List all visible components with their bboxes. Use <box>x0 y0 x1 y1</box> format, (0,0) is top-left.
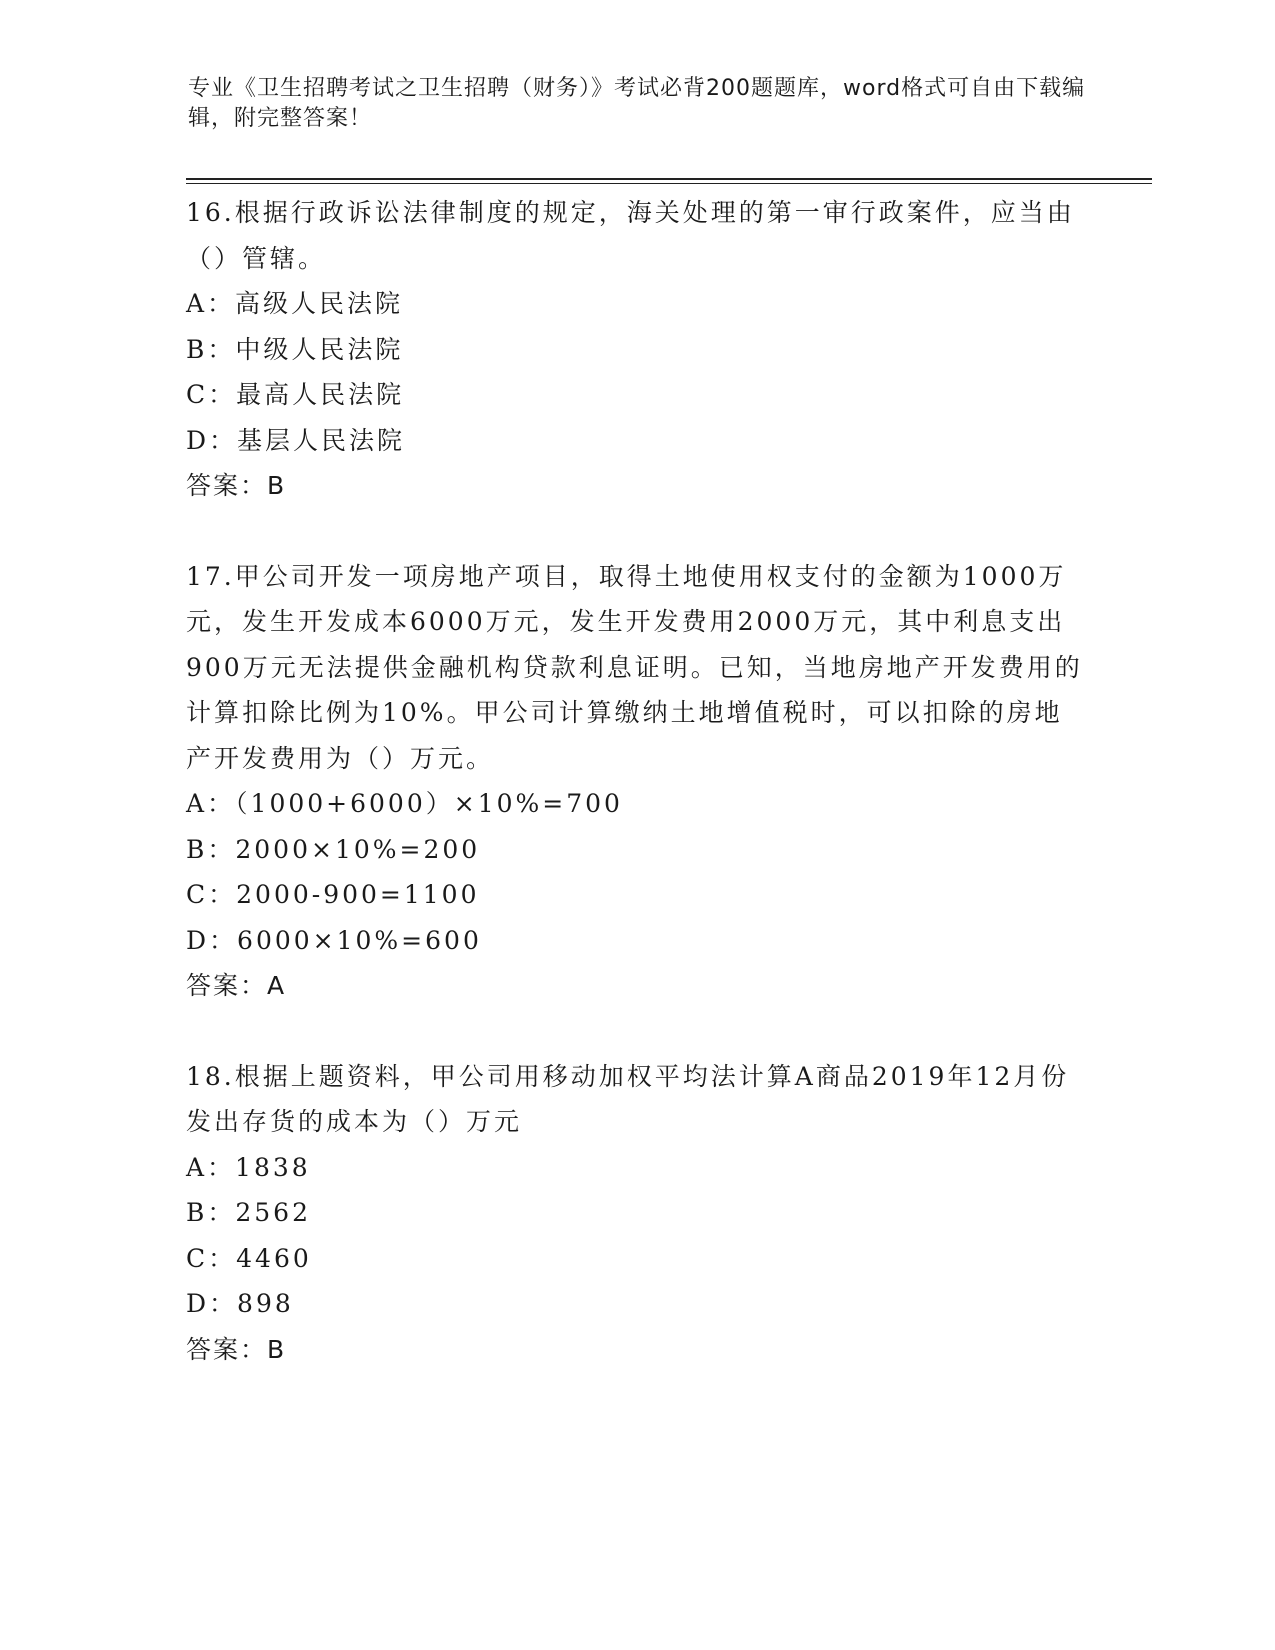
spacer <box>186 1009 1086 1054</box>
header-divider-thick <box>186 178 1152 180</box>
option-c: C：最高人民法院 <box>186 380 405 409</box>
option-a: A：1838 <box>186 1152 311 1182</box>
question-stem: 16.根据行政诉讼法律制度的规定，海关处理的第一审行政案件，应当由（）管辖。 <box>186 198 1075 273</box>
option-b: B：中级人民法院 <box>186 334 404 364</box>
answer: 答案：A <box>186 971 287 1000</box>
option-a: A：高级人民法院 <box>186 289 404 318</box>
option-d: D：基层人民法院 <box>186 425 406 455</box>
option-d: D：6000×10%=600 <box>186 925 482 955</box>
option-b: B：2000×10%=200 <box>186 834 481 864</box>
question-16 <box>186 190 1086 509</box>
answer: 答案：B <box>186 1334 287 1364</box>
question-stem: 17.甲公司开发一项房地产项目，取得土地使用权支付的金额为1000万元，发生开发成本6000万元，发生开发费用2000万元，其中利息支出900万元无法提供金融机构贷款利息证明。已知，当地房地产开发费用的计算扣除比例为10%。甲公司计算缴纳土地增值税时，可以扣除的房地产开发费用为（）万元。 <box>186 561 1083 773</box>
option-b: B：2562 <box>186 1198 311 1227</box>
question-list <box>186 190 1086 1372</box>
spacer <box>186 509 1086 554</box>
question-17 <box>186 554 1086 1009</box>
question-stem: 18.根据上题资料，甲公司用移动加权平均法计算A商品2019年12月份发出存货的成本为（）万元 <box>186 1061 1070 1136</box>
question-18 <box>186 1054 1086 1373</box>
option-c: C：2000-900=1100 <box>186 880 480 909</box>
option-c: C：4460 <box>186 1243 312 1273</box>
header-divider-thin <box>186 183 1152 184</box>
document-header: 专业《卫生招聘考试之卫生招聘（财务）》考试必背200题题库，word格式可自由下载编辑，附完整答案！ <box>188 76 1086 131</box>
option-d: D：898 <box>186 1289 294 1318</box>
answer: 答案：B <box>186 471 287 500</box>
option-a: A：（1000+6000）×10%=700 <box>186 789 623 818</box>
